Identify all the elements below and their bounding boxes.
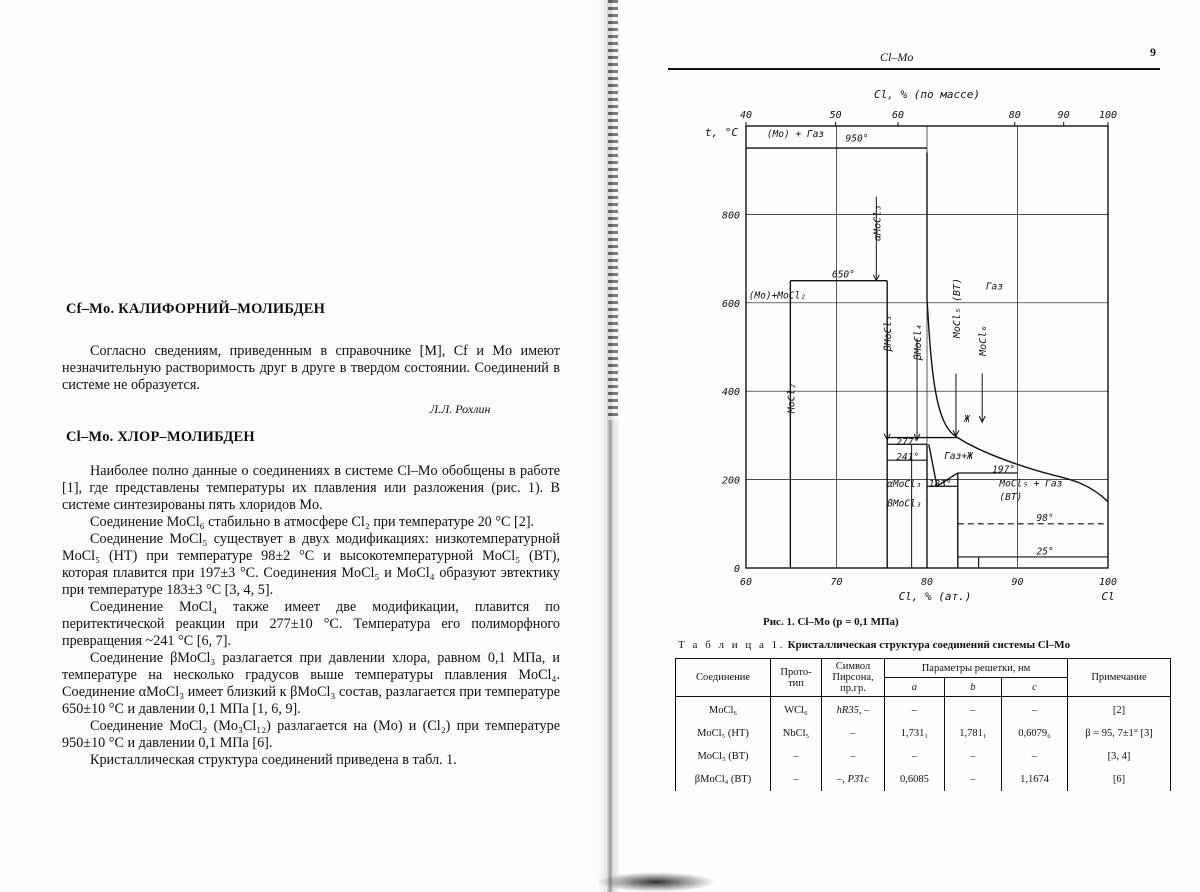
phase-label: MoCl₅ + Газ	[999, 478, 1063, 490]
section-title-cl-mo: Cl–Mo. ХЛОР–МОЛИБДЕН	[66, 429, 255, 445]
table-row	[676, 745, 1171, 768]
paragraph: Наиболее полно данные о соединениях в системе Cl–Mo обобщены в работе [1], где представлены температуры их плавления или разложения (рис. 1). В системе синтезированы пять хлоридов Mo.	[62, 463, 560, 513]
cell-compound: MoCl₅ (ВТ)	[676, 745, 771, 768]
phase-label: (Mo) + Газ	[766, 129, 825, 141]
section-text-cf-mo	[62, 343, 560, 394]
cell-b: –	[944, 768, 1001, 791]
phase-label: (ВТ)	[999, 491, 1023, 503]
top-tick-label: 60	[892, 110, 905, 121]
phase-diagram	[690, 78, 1150, 612]
y-tick-label: 800	[721, 210, 740, 222]
th-params: Параметры решетки, нм	[885, 659, 1068, 678]
phase-label: Газ+Ж	[944, 450, 973, 462]
cell-compound: MoCl₅ (НТ)	[676, 722, 771, 745]
th-a: a	[885, 678, 945, 697]
phase-label: 183°	[928, 479, 952, 491]
phase-diagram-svg	[690, 78, 1150, 608]
cell-c: 0,6079₆	[1002, 722, 1068, 745]
gutter-shadow	[608, 0, 618, 420]
cell-pearson: –	[822, 722, 885, 745]
crystal-structure-table	[675, 658, 1171, 791]
compound-label: MoCl₅ (ВТ)	[951, 277, 963, 339]
phase-label: βMoCl₃	[887, 498, 922, 510]
cell-a: –	[885, 745, 945, 768]
x-tick-label: 60	[739, 577, 753, 588]
cell-compound: βMoCl₄ (ВТ)	[676, 768, 771, 791]
cell-note: [3, 4]	[1068, 745, 1171, 768]
table-row	[676, 768, 1171, 791]
table-row	[676, 697, 1171, 723]
running-head: Cl–Mo	[880, 50, 914, 64]
th-c: c	[1002, 678, 1068, 697]
cell-b: –	[944, 745, 1001, 768]
compound-label: MoCl₂	[786, 383, 798, 414]
author-signature: Л.Л. Рохлин	[430, 402, 491, 416]
cell-b: –	[944, 697, 1001, 723]
cell-prototype: NbCl₅	[771, 722, 822, 745]
phase-label: 25°	[1036, 546, 1054, 558]
phase-label: αMoCl₃	[887, 479, 922, 491]
top-tick-label: 50	[829, 110, 842, 121]
top-tick-label: 40	[739, 110, 753, 121]
cell-prototype: WCl₆	[771, 697, 822, 723]
phase-label: (Mo)+MoCl₂	[748, 290, 806, 302]
phase-label: 241°	[896, 452, 920, 464]
cell-a: 0,6085	[885, 768, 945, 791]
paragraph: Согласно сведениям, приведенным в справочнике [M], Cf и Mo имеют незначительную растворимость друг в друге в твердом состоянии. Соединений в системе не образуется.	[62, 343, 560, 393]
cell-a: 1,731₁	[885, 722, 945, 745]
top-axis-label: Cl, % (по массе)	[874, 88, 980, 101]
phase-label: Газ	[985, 281, 1003, 293]
phase-label: 197°	[992, 464, 1016, 476]
phase-label: 277°	[896, 437, 920, 449]
cell-note: β = 95, 7±1° [3]	[1068, 722, 1171, 745]
x-tick-label: 70	[830, 577, 843, 588]
table-title-prefix: Т а б л и ц а 1.	[678, 639, 785, 651]
paragraph: Кристаллическая структура соединений приведена в табл. 1.	[90, 752, 457, 768]
cell-prototype: –	[771, 768, 822, 791]
paragraph: Соединение βMoCl₃ разлагается при давлении хлора, равном 0,1 МПа, и температуре на несколько градусов выше температуры плавления MoCl₄. Соединение αMoCl₃ имеет близкий к βMoCl₃ состав, разлагается при температуре 650±10 °C и давлении 0,1 МПа [1, 6, 9].	[62, 650, 560, 717]
y-tick-label: 0	[733, 564, 740, 575]
th-note: Примечание	[1068, 659, 1171, 697]
table-title	[678, 639, 1070, 651]
x-tick-label: 100	[1098, 577, 1118, 588]
cell-note: [2]	[1068, 697, 1171, 723]
compound-label: MoCl₆	[978, 325, 990, 356]
y-axis-label: t, °C	[704, 126, 738, 139]
paragraph: Соединение MoCl₂ (Mo₃Cl₁₂) разлагается на (Mo) и (Cl₂) при температуре 950±10 °C и давлении 0,1 МПа [6].	[62, 718, 560, 751]
cell-c: –	[1002, 745, 1068, 768]
header-rule	[668, 68, 1160, 70]
top-tick-label: 100	[1098, 110, 1118, 121]
cell-c: 1,1674	[1002, 768, 1068, 791]
x-tick-label: 90	[1011, 577, 1024, 588]
paragraph: Соединение MoCl₄ также имеет две модификации, плавится по перитектической реакции при 277±10 °C. Температура его полиморфного превращения ~241 °C [6, 7].	[62, 599, 560, 649]
paragraph: Соединение MoCl₆ стабильно в атмосфере Cl₂ при температуре 20 °C [2].	[90, 514, 535, 530]
table-title-text: Кристаллическая структура соединений системы Cl–Mo	[787, 639, 1071, 651]
cell-pearson: –, P3̄1c	[822, 768, 885, 791]
x-tick-label: 80	[920, 577, 934, 588]
figure-caption: Рис. 1. Cl–Mo (p = 0,1 МПа)	[763, 616, 899, 628]
phase-label: Ж	[964, 414, 970, 426]
cell-a: –	[885, 697, 945, 723]
cell-compound: MoCl₆	[676, 697, 771, 723]
cell-pearson: –	[822, 745, 885, 768]
cell-prototype: –	[771, 745, 822, 768]
cell-pearson: hR35, –	[822, 697, 885, 723]
phase-label: 98°	[1036, 513, 1054, 525]
th-b: b	[944, 678, 1001, 697]
section-title-cf-mo: Cf–Mo. КАЛИФОРНИЙ–МОЛИБДЕН	[66, 301, 326, 317]
y-tick-label: 400	[721, 387, 740, 399]
x-axis-label: Cl, % (ат.)	[898, 590, 972, 603]
th-pearson: Символ Пирсона, пр.гр.	[822, 659, 885, 697]
th-compound: Соединение	[676, 659, 771, 697]
cell-b: 1,781₁	[944, 722, 1001, 745]
cell-c: –	[1002, 697, 1068, 723]
cell-note: [6]	[1068, 768, 1171, 791]
phase-label: 950°	[845, 133, 869, 145]
compound-label: βMoCl₄	[913, 324, 925, 361]
phase-label: 650°	[831, 269, 855, 281]
y-tick-label: 600	[721, 298, 740, 310]
paragraph: Соединение MoCl₅ существует в двух модификациях: низкотемпературной MoCl₅ (НТ) при температуре 98±2 °C и высокотемпературной MoCl₅ (ВТ), которая плавится при 197±3 °C. Соединения MoCl₅ и MoCl₄ образуют эвтектику при температуре 183±3 °C [3, 4, 5].	[62, 531, 560, 598]
top-tick-label: 80	[1008, 110, 1021, 121]
page-number: 9	[1150, 45, 1156, 59]
x-axis-unit: Cl	[1101, 590, 1115, 603]
th-prototype: Прото-тип	[771, 659, 822, 697]
top-tick-label: 90	[1057, 110, 1070, 121]
section-text-cl-mo	[62, 463, 560, 769]
table-row	[676, 722, 1171, 745]
bottom-shadow	[596, 872, 716, 892]
compound-label: βMoCl₃	[883, 315, 895, 352]
y-tick-label: 200	[721, 475, 740, 487]
compound-label: αMoCl₃	[872, 204, 884, 241]
